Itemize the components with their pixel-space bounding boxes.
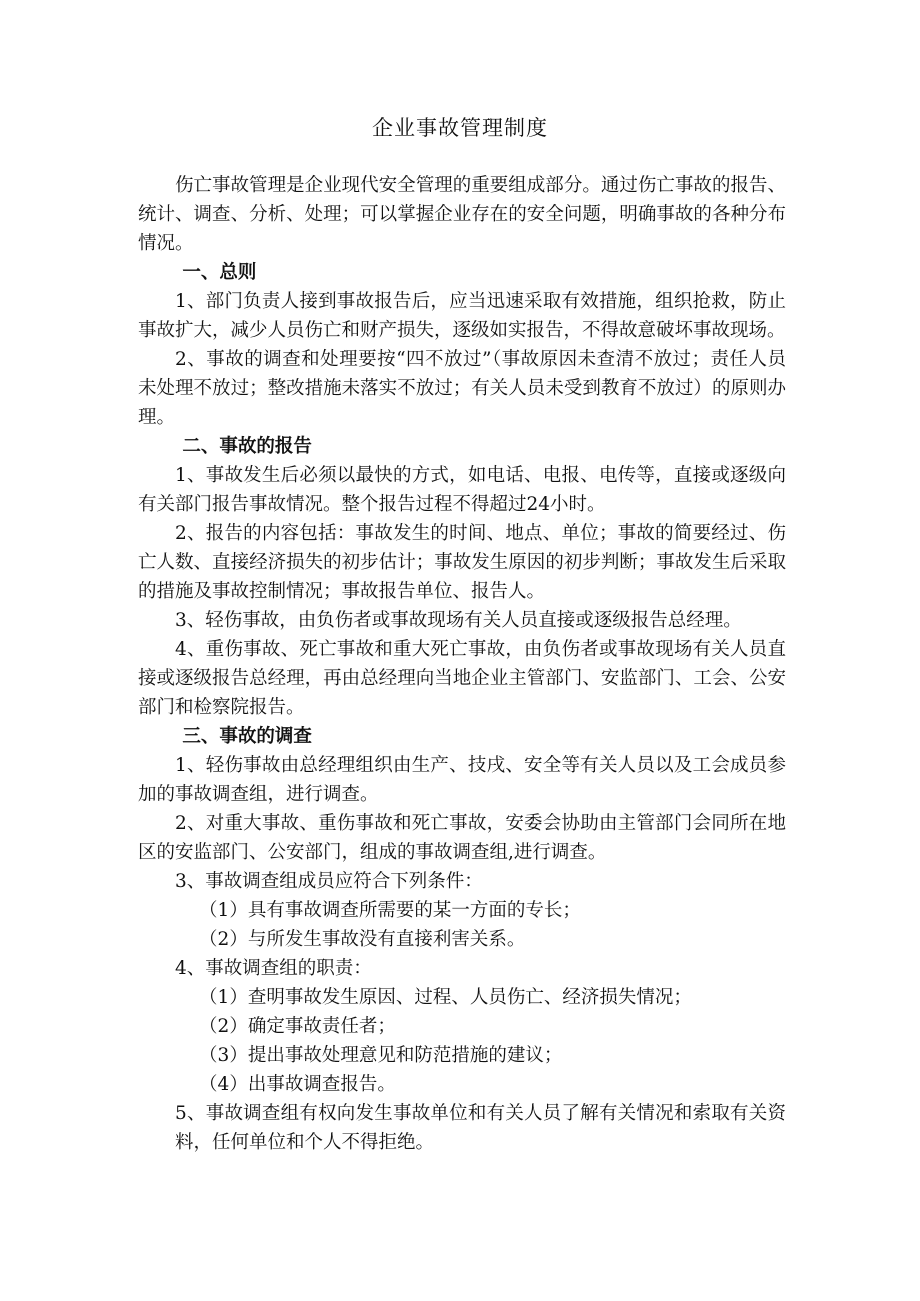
investigation-clause-1: 1、轻伤事故由总经理组织由生产、技戌、安全等有关人员以及工会成员参加的事故调查组，进行调查。 xyxy=(138,755,786,805)
report-clause-4: 4、重伤事故、死亡事故和重大死亡事故，由负伤者或事故现场有关人员直接或逐级报告总经理，再由总经理向当地企业主管部门、安监部门、工会、公安部门和检察院报告。 xyxy=(138,639,786,718)
investigation-clause-3: 3、事故调查组成员应符合下列条件： xyxy=(175,871,483,892)
duty-item-2: （2）确定事故责任者； xyxy=(199,1016,396,1037)
general-clause-2: 2、事故的调查和处理要按“四不放过”（事故原因未查清不放过；责任人员未处理不放过；整改措施未落实不放过；有关人员未受到教育不放过）的原则办理。 xyxy=(138,349,786,428)
section-heading-general: 一、总则 xyxy=(182,262,257,283)
report-clause-3: 3、轻伤事故，由负伤者或事故现场有关人员直接或逐级报告总经理。 xyxy=(175,610,742,631)
investigation-clause-4: 4、事故调查组的职责： xyxy=(175,958,372,979)
general-clause-1: 1、部门负责人接到事故报告后，应当迅速采取有效措施，组织抢救，防止事故扩大，减少人员伤亡和财产损失，逐级如实报告，不得故意破坏事故现场。 xyxy=(138,291,786,341)
report-clause-1: 1、事故发生后必须以最快的方式，如电话、电报、电传等，直接或逐级向有关部门报告事故情况。整个报告过程不得超过24小时。 xyxy=(138,465,786,515)
duty-item-1: （1）查明事故发生原因、过程、人员伤亡、经济损失情况； xyxy=(199,987,692,1008)
duty-item-4: （4）出事故调查报告。 xyxy=(199,1074,396,1095)
condition-item-2: （2）与所发生事故没有直接利害关系。 xyxy=(199,929,526,950)
condition-item-1: （1）具有事故调查所需要的某一方面的专长； xyxy=(199,900,581,921)
duty-item-3: （3）提出事故处理意见和防范措施的建议； xyxy=(199,1045,563,1066)
document-body xyxy=(138,171,786,1157)
document-title: 企业事故管理制度 xyxy=(372,116,548,140)
intro-paragraph: 伤亡事故管理是企业现代安全管理的重要组成部分。通过伤亡事故的报告、统计、调查、分析、处理；可以掌握企业存在的安全问题，明确事故的各种分布情况。 xyxy=(138,175,786,254)
section-heading-report: 二、事故的报告 xyxy=(182,436,312,457)
investigation-clause-5: 5、事故调查组有权向发生事故单位和有关人员了解有关情况和索取有关资料，任何单位和个人不得拒绝。 xyxy=(175,1103,786,1153)
report-clause-2: 2、报告的内容包括：事故发生的时间、地点、单位；事故的简要经过、伤亡人数、直接经济损失的初步估计；事故发生原因的初步判断；事故发生后采取的措施及事故控制情况；事故报告单位、报告人。 xyxy=(138,523,786,602)
investigation-clause-2: 2、对重大事故、重伤事故和死亡事故，安委会协助由主管部门会同所在地区的安监部门、公安部门，组成的事故调查组,进行调查。 xyxy=(138,813,786,863)
section-heading-investigation: 三、事故的调查 xyxy=(182,726,312,747)
